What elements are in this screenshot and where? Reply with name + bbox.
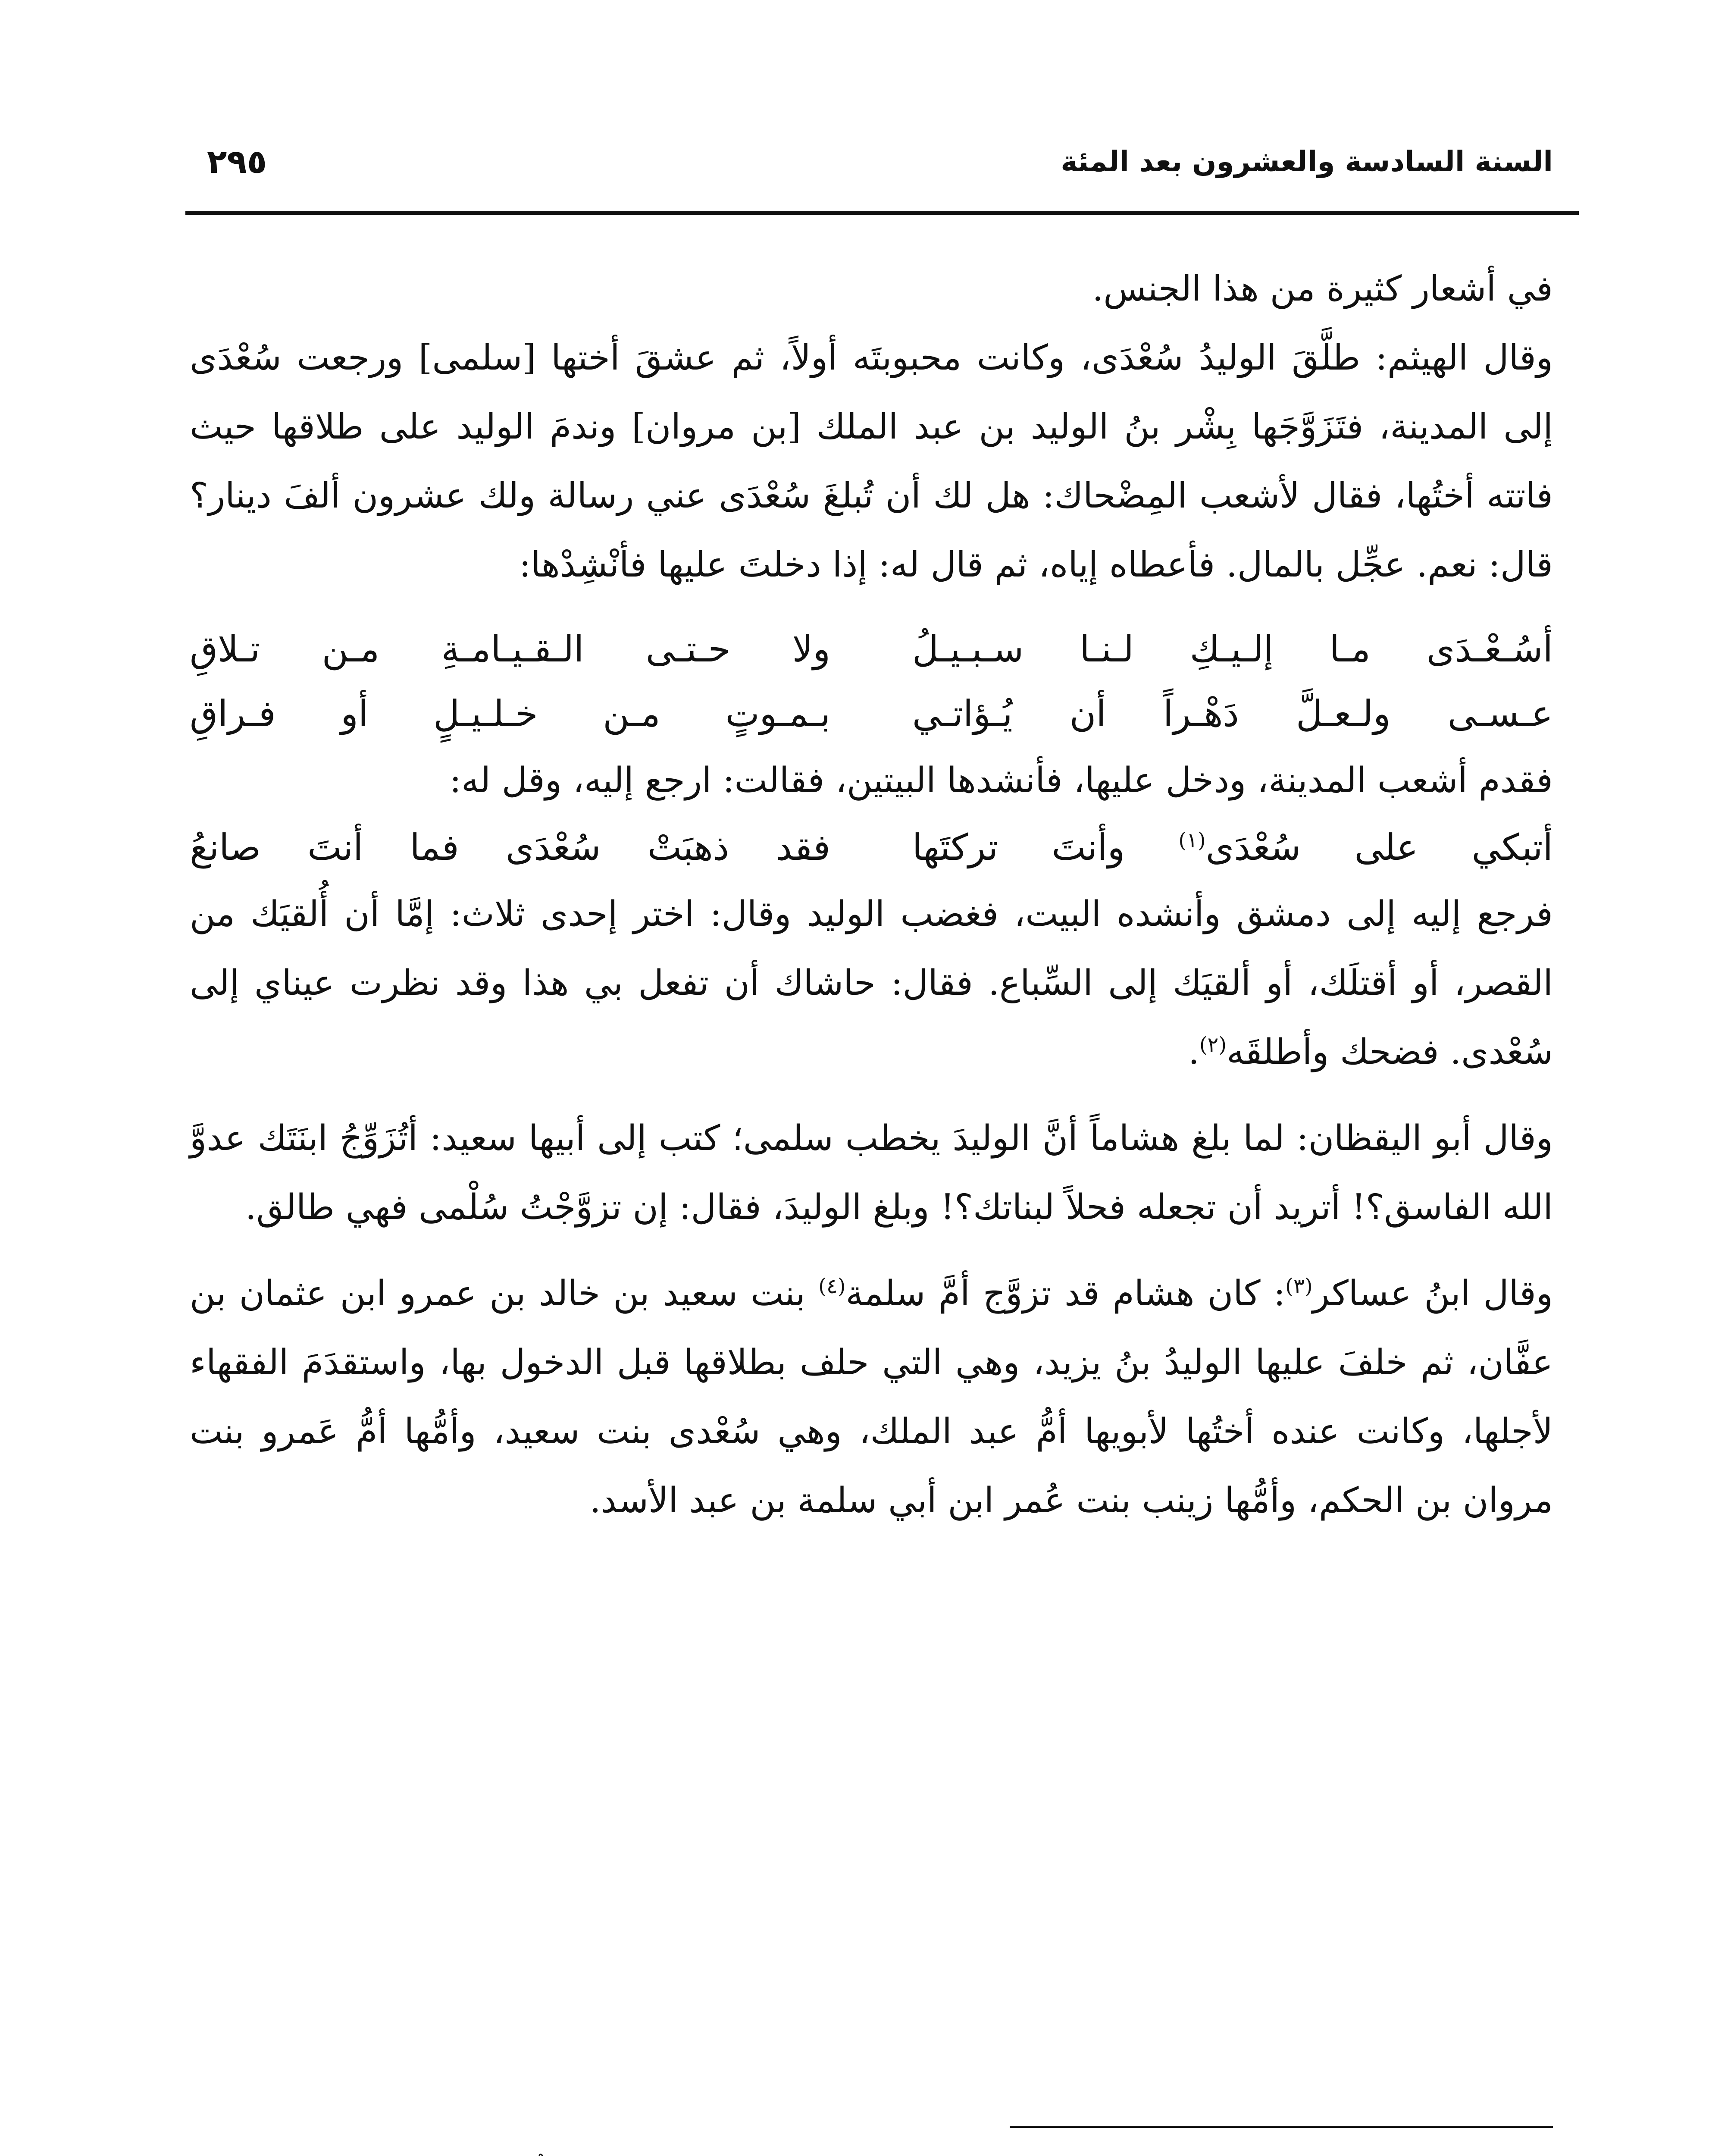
paragraph-6-part-b: : كان هشام قد تزوَّج أمَّ سلمة: [845, 1273, 1286, 1314]
paragraph-2: وقال الهيثم: طلَّقَ الوليدُ سُعْدَى، وكانت محبوبتَه أولاً، ثم عشقَ أختها [سلمى] ورجعت سُعْدَى إلى المدينة، فتَزَوَّجَها بِشْر بنُ الوليد بن عبد الملك [بن مروان] وندمَ الوليد على طلاقها حيث فاتته أختُها، فقال لأشعب المِضْحاك: هل لك أن تُبلغَ سُعْدَى عني رسالة ولك عشرون ألفَ دينار؟ قال: نعم. عجِّل بالمال. فأعطاه إياه، ثم قال له: إذا دخلتَ عليها فأنْشِدْها:: [190, 338, 1553, 585]
paragraph-6: [190, 1259, 1553, 1535]
verse-line-3: [190, 815, 1553, 880]
verse-3-part-b: وأنتَ تركتَها: [912, 826, 1179, 868]
paragraph-5: وقال أبو اليقظان: لما بلغ هشاماً أنَّ الوليدَ يخطب سلمى؛ كتب إلى أبيها سعيد: أتُزَوِّجُ ابنَتَك عدوَّ الله الفاسق؟! أتريد أن تجعله فحلاً لبناتك؟! وبلغ الوليدَ، فقال: إن تزوَّجْتُ سُلْمى فهي طالق.: [190, 1118, 1553, 1228]
footnotes: [190, 2152, 1553, 2156]
paragraph-1: في أشعار كثيرة من هذا الجنس.: [1092, 269, 1553, 309]
verse-3-first-hemistich: [912, 815, 1553, 880]
footnote-ref-3: (٣): [1285, 1274, 1313, 1298]
footnote-ref-4: (٤): [818, 1274, 846, 1298]
paragraph-6-part-a: وقال ابنُ عساكر: [1312, 1273, 1553, 1314]
verse-1-second-hemistich: ولا حـتـى الـقـيـامـةِ مـن تـلاقِ: [190, 628, 831, 670]
verse-3-part-a: أتبكي على سُعْدَى: [1205, 826, 1553, 868]
verse-2-second-hemistich: بـمـوتٍ مـن خـلـيـلٍ أو فـراقِ: [190, 693, 831, 735]
verse-line-2: [190, 681, 1553, 746]
paragraph-4-text: فرجع إليه إلى دمشق وأنشده البيت، فغضب الوليد وقال: اختر إحدى ثلاث: إمَّا أن أُلقيَك من القصر، أو أقتلَك، أو ألقيَك إلى السِّباع. فقال: حاشاك أن تفعل بي هذا وقد نظرت عيناي إلى سُعْدى. فضحك وأطلقَه: [190, 894, 1553, 1072]
verse-2-first-hemistich: عـسـى ولـعـلَّ دَهْـراً أن يُـؤاتـي: [912, 693, 1553, 735]
footnote-1: [190, 2152, 1553, 2156]
poem-block-1: [190, 617, 1553, 746]
verse-line-1: [190, 617, 1553, 681]
verse-3-second-hemistich: فقد ذهبَتْ سُعْدَى فما أنتَ صانعُ: [190, 826, 831, 868]
footnote-separator: [1010, 2126, 1553, 2128]
footnote-ref-1: (١): [1178, 828, 1206, 852]
paragraph-3: فقدم أشعب المدينة، ودخل عليها، فأنشدها البيتين، فقالت: ارجع إليه، وقل له:: [449, 760, 1553, 801]
paragraph-4: [190, 880, 1553, 1087]
running-title: السنة السادسة والعشرون بعد المئة: [1061, 145, 1553, 178]
header-rule: [185, 211, 1579, 215]
verse-1-first-hemistich: أسُـعْـدَى مـا إلـيـكِ لـنـا سـبـيـلُ: [912, 628, 1553, 670]
page-number: ٢٩٥: [207, 142, 267, 181]
main-text: [190, 254, 1553, 1535]
paragraph-6-part-c: بنت سعيد بن خالد بن عمرو ابن عثمان بن عفَّان، ثم خلفَ عليها الوليدُ بنُ يزيد، وهي التي حلف بطلاقها قبل الدخول بها، واستقدَمَ الفقهاء لأجلها، وكانت عنده أختُها لأبويها أمُّ عبد الملك، وهي سُعْدى بنت سعيد، وأمُّها أمُّ عَمرو بنت مروان بن الحكم، وأمُّها زينب بنت عُمر ابن أبي سلمة بن عبد الأسد.: [190, 1273, 1553, 1521]
paragraph-4-end: .: [1188, 1032, 1199, 1072]
running-header: [190, 138, 1553, 198]
poem-block-2: [190, 815, 1553, 880]
footnote-1-number: [1501, 2152, 1553, 2156]
footnote-ref-2: (٢): [1199, 1033, 1227, 1057]
